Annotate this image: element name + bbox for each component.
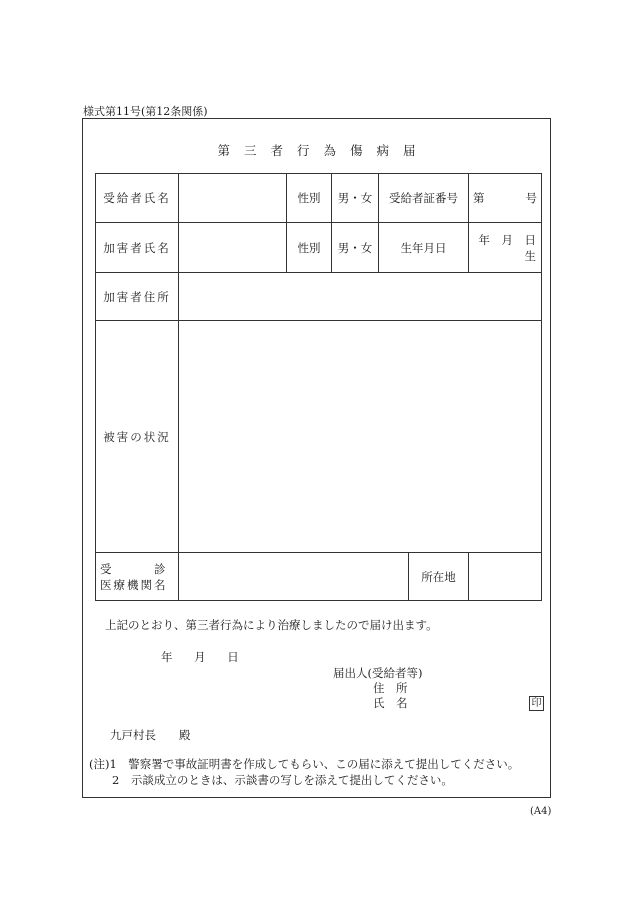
- recipient-sex-options[interactable]: 男・女: [332, 174, 379, 223]
- recipient-sex-label: 性別: [287, 174, 332, 223]
- offender-address-label: 加害者住所: [96, 273, 179, 321]
- form-table: [95, 173, 542, 601]
- title-char: 行: [296, 143, 310, 158]
- applicant-label: 届出人(受給者等): [333, 666, 423, 680]
- applicant-name-label: 氏 名: [373, 696, 408, 710]
- cert-suffix: 号: [525, 191, 537, 205]
- title-char: 届: [403, 143, 416, 158]
- seal-mark: 印: [529, 696, 544, 711]
- medical-label-line2: 医療機関名: [100, 577, 168, 592]
- recipient-name-label: 受給者氏名: [96, 174, 179, 223]
- medical-label-line1: 受 診: [100, 561, 168, 576]
- title-char: 第: [217, 143, 230, 158]
- recipient-cert-label: 受給者証番号: [379, 174, 469, 223]
- location-field[interactable]: [469, 553, 542, 601]
- medical-institution-field[interactable]: [179, 553, 409, 601]
- damage-status-label: 被害の状況: [96, 321, 179, 553]
- table-row-damage: [96, 321, 542, 553]
- offender-address-field[interactable]: [179, 273, 542, 321]
- note-2: 2 示談成立のときは、示談書の写しを添えて提出してください。: [89, 773, 453, 787]
- note-1: (注)1 警察署で事故証明書を作成してもらい、この届に添えて提出してください。: [89, 757, 520, 771]
- form-number-label: 様式第11号(第12条関係): [83, 105, 208, 118]
- declaration-text: 上記のとおり、第三者行為により治療しましたので届け出ます。: [105, 618, 438, 632]
- location-label: 所在地: [409, 553, 469, 601]
- title-char: 為: [323, 143, 337, 158]
- offender-sex-options[interactable]: 男・女: [332, 223, 379, 273]
- applicant-address-label: 住 所: [373, 681, 408, 695]
- title-char: 者: [270, 143, 283, 158]
- form-title: [83, 141, 550, 159]
- damage-status-field[interactable]: [179, 321, 542, 553]
- table-row-recipient: [96, 174, 542, 223]
- addressee: 九戸村長 殿: [110, 728, 191, 742]
- medical-institution-label: [96, 553, 179, 601]
- recipient-cert-field[interactable]: [469, 174, 542, 223]
- offender-name-field[interactable]: [179, 223, 287, 273]
- date-line[interactable]: 年 月 日: [161, 650, 239, 664]
- offender-name-label: 加害者氏名: [96, 223, 179, 273]
- table-row-offender-address: [96, 273, 542, 321]
- offender-dob-label: 生年月日: [379, 223, 469, 273]
- cert-prefix: 第: [473, 191, 485, 205]
- table-row-offender: [96, 223, 542, 273]
- title-char: 三: [243, 143, 257, 158]
- offender-sex-label: 性別: [287, 223, 332, 273]
- paper-size-label: (A4): [530, 806, 552, 817]
- offender-dob-field[interactable]: 年 月 日生: [469, 223, 542, 273]
- title-char: 病: [376, 143, 390, 158]
- table-row-medical: [96, 553, 542, 601]
- title-char: 傷: [350, 143, 363, 158]
- recipient-name-field[interactable]: [179, 174, 287, 223]
- form-frame: [82, 118, 551, 798]
